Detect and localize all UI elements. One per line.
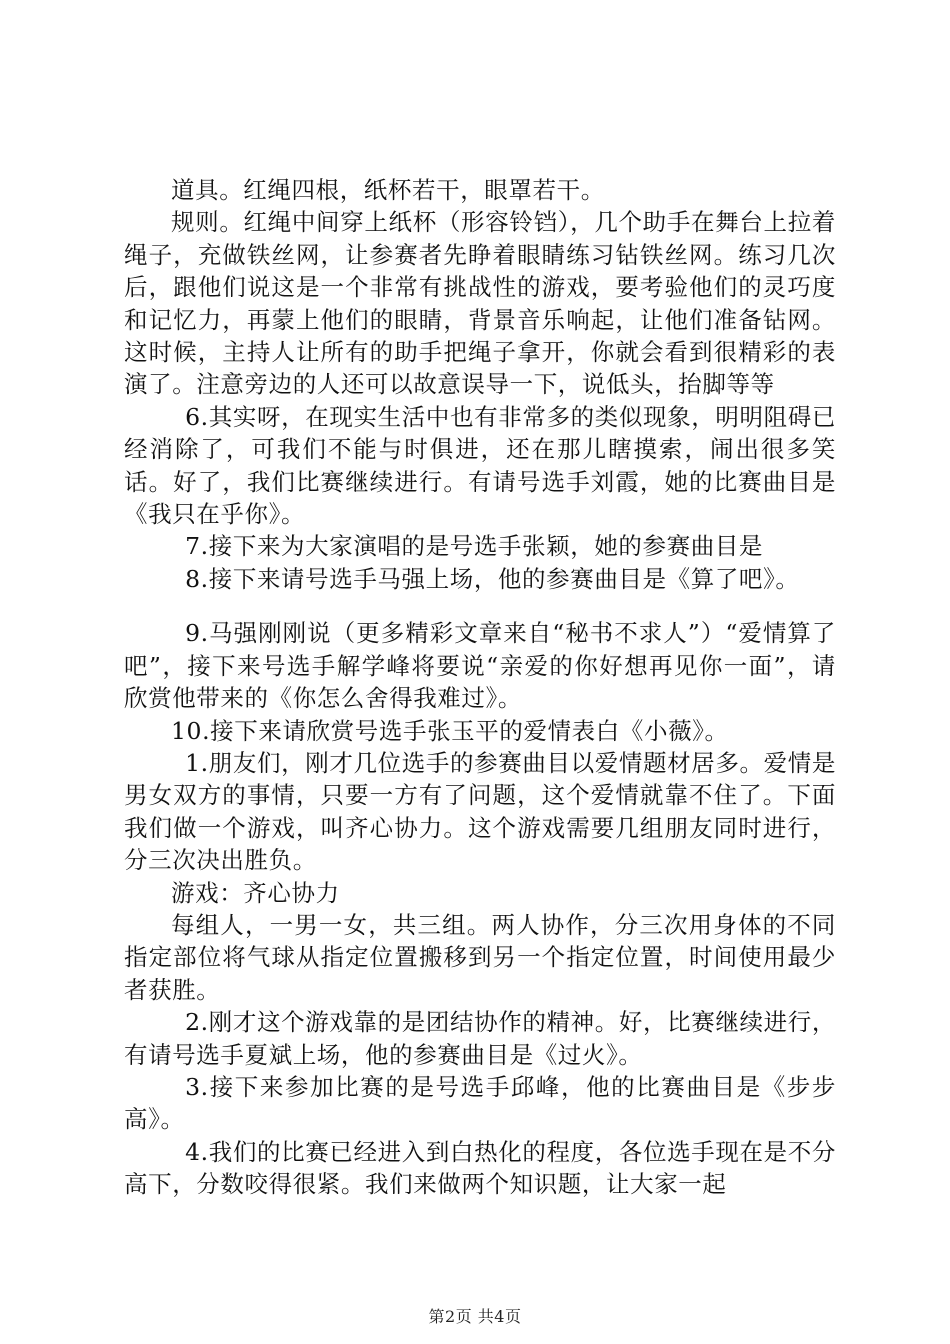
paragraph-props: 道具。红绳四根，纸杯若干，眼罩若干。 xyxy=(171,176,605,204)
paragraph-item-9: 9.马强刚刚说（更多精彩文章来自“秘书不求人”）“爱情算了吧”，接下来号选手解学峰将要说“亲爱的你好想再见你一面”，请欣赏他带来的《你怎么舍得我难过》。 xyxy=(124,619,836,713)
paragraph-gap xyxy=(124,595,836,617)
paragraph-item-4: 4.我们的比赛已经进入到白热化的程度，各位选手现在是不分高下，分数咬得很紧。我们来做两个知识题，让大家一起 xyxy=(124,1137,836,1199)
document-body xyxy=(124,174,836,1201)
paragraph-item-6: 6.其实呀，在现实生活中也有非常多的类似现象，明明阻碍已经消除了，可我们不能与时俱进，还在那儿瞎摸索，闹出很多笑话。好了，我们比赛继续进行。有请号选手刘霞，她的比赛曲目是《我只在乎你》。 xyxy=(124,402,836,529)
paragraph-item-10: 10.接下来请欣赏号选手张玉平的爱情表白《小薇》。 xyxy=(171,716,729,745)
paragraph-item-2: 2.刚才这个游戏靠的是团结协作的精神。好，比赛继续进行，有请号选手夏斌上场，他的参赛曲目是《过火》。 xyxy=(124,1008,836,1069)
paragraph-game-title: 游戏：齐心协力 xyxy=(171,878,340,907)
paragraph-game-rules: 每组人，一男一女，共三组。两人协作，分三次用身体的不同指定部位将气球从指定位置搬移到另一个指定位置，时间使用最少者获胜。 xyxy=(124,910,836,1004)
paragraph-rules: 规则。红绳中间穿上纸杯（形容铃铛），几个助手在舞台上拉着绳子，充做铁丝网，让参赛者先睁着眼睛练习钻铁丝网。练习几次后，跟他们说这是一个非常有挑战性的游戏，要考验他们的灵巧度和记忆力，再蒙上他们的眼睛，背景音乐响起，让他们准备钻网。这时候，主持人让所有的助手把绳子拿开，你就会看到很精彩的表演了。注意旁边的人还可以故意误导一下，说低头，抬脚等等 xyxy=(124,208,836,399)
paragraph-item-8: 8.接下来请号选手马强上场，他的参赛曲目是《算了吧》。 xyxy=(185,564,800,593)
paragraph-item-3: 3.接下来参加比赛的是号选手邱峰，他的比赛曲目是《步步高》。 xyxy=(124,1072,836,1134)
paragraph-item-1: 1.朋友们，刚才几位选手的参赛曲目以爱情题材居多。爱情是男女双方的事情，只要一方有了问题，这个爱情就靠不住了。下面我们做一个游戏，叫齐心协力。这个游戏需要几组朋友同时进行，分三次决出胜负。 xyxy=(124,748,836,875)
paragraph-item-7: 7.接下来为大家演唱的是号选手张颖，她的参赛曲目是 xyxy=(185,532,764,561)
page-footer: 第2页 共4页 xyxy=(428,1307,522,1326)
